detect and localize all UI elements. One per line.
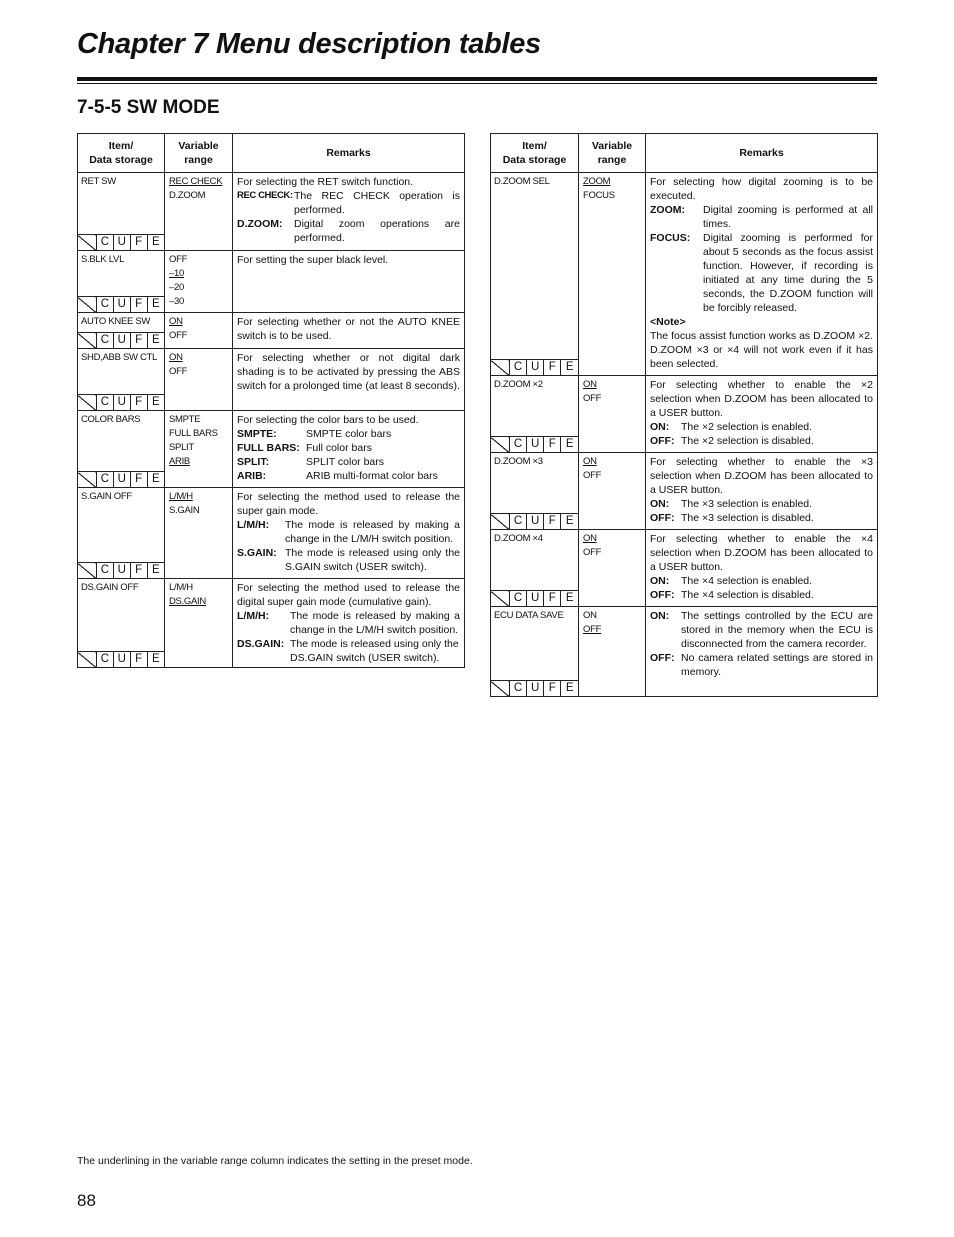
remarks-cell: For selecting whether to enable the ×4 selection when D.ZOOM has been allocated to a USER button. ON: The ×4 selection is enabled. OFF: The ×4 selection is disabled. [646, 530, 878, 607]
range-option: L/M/H [169, 582, 193, 593]
item-cell [78, 251, 165, 313]
range-option-preset: ON [583, 379, 597, 390]
range-option: OFF [583, 470, 602, 481]
range-option: FULL BARS [169, 428, 218, 439]
range-option-preset: OFF [583, 624, 602, 635]
range-option-preset: ON [583, 456, 597, 467]
item-cell [78, 411, 165, 488]
header-remarks: Remarks [233, 134, 465, 173]
item-name: COLOR BARS [81, 414, 141, 425]
cufe-flags: C U F E [491, 513, 578, 529]
remarks-cell: For selecting the method used to release the digital super gain mode (cumulative gain). L/M/H: The mode is released by making a change in the L/M/H switch position. DS.GAIN: The mode is released using only the DS.GAIN switch (USER switch). [233, 579, 465, 668]
range-cell [579, 607, 646, 697]
range-option: OFF [169, 366, 188, 377]
range-option-preset: ZOOM [583, 176, 611, 187]
cufe-flags: C U F E [78, 651, 164, 667]
range-option: OFF [583, 393, 602, 404]
range-cell [165, 251, 233, 313]
remarks-cell: For setting the super black level. [233, 251, 465, 313]
table-row [78, 579, 465, 668]
item-cell [78, 173, 165, 251]
table-row [78, 349, 465, 411]
table-header-row [491, 134, 878, 173]
range-option: ON [583, 610, 597, 621]
item-name: DS.GAIN OFF [81, 582, 139, 593]
cufe-flags: C U F E [78, 562, 164, 578]
cufe-flags: C U F E [491, 359, 578, 375]
range-option-preset: ON [583, 533, 597, 544]
range-option: SMPTE [169, 414, 201, 425]
range-cell [579, 376, 646, 453]
range-option-preset: ARIB [169, 456, 190, 467]
item-name: D.ZOOM SEL [494, 176, 550, 187]
table-row [78, 173, 465, 251]
item-cell [78, 579, 165, 668]
table-row [78, 251, 465, 313]
range-option-preset: ON [169, 316, 183, 327]
item-cell [491, 607, 579, 697]
table-row [78, 411, 465, 488]
item-cell [491, 530, 579, 607]
item-name: D.ZOOM ×2 [494, 379, 543, 390]
range-cell [165, 488, 233, 579]
range-cell [165, 173, 233, 251]
cufe-flags: C U F E [491, 436, 578, 452]
item-name: RET SW [81, 176, 116, 187]
remarks-cell: For selecting whether or not digital dark shading is to be activated by pressing the ABS switch for a prolonged time (at least 8 seconds). [233, 349, 465, 411]
range-option: –20 [169, 282, 184, 293]
range-option: OFF [169, 330, 188, 341]
header-remarks: Remarks [646, 134, 878, 173]
range-cell [165, 411, 233, 488]
table-row [491, 607, 878, 697]
cufe-flags: C U F E [491, 680, 578, 696]
item-cell [78, 349, 165, 411]
range-option: FOCUS [583, 190, 615, 201]
item-name: S.BLK LVL [81, 254, 125, 265]
item-name: AUTO KNEE SW [81, 316, 151, 327]
cufe-flags: C U F E [78, 296, 164, 312]
footnote: The underlining in the variable range column indicates the setting in the preset mode. [77, 1155, 473, 1167]
range-cell [579, 530, 646, 607]
range-option: D.ZOOM [169, 190, 206, 201]
remarks-cell: For selecting how digital zooming is to be executed. ZOOM: Digital zooming is performed at all times. FOCUS: Digital zooming is performed for about 5 seconds as the focus assist function. However, if recording is initiated at any time during the 5 seconds, the D.ZOOM function will be forcibly released. <Note> The focus assist function works as D.ZOOM ×2. D.ZOOM ×3 or ×4 will not work even if it has been selected. [646, 173, 878, 376]
section-title: 7-5-5 SW MODE [77, 97, 220, 118]
remarks-cell: For selecting the method used to release the super gain mode. L/M/H: The mode is released by making a change in the L/M/H switch position. S.GAIN: The mode is released using only the S.GAIN switch (USER switch). [233, 488, 465, 579]
remarks-cell: ON: The settings controlled by the ECU are stored in the memory when the ECU is disconnected from the camera recorder. OFF: No camera related settings are stored in memory. [646, 607, 878, 697]
cufe-flags: C U F E [78, 332, 164, 348]
menu-table-left [77, 133, 465, 668]
table-header-row [78, 134, 465, 173]
range-option-preset: ON [169, 352, 183, 363]
cufe-flags: C U F E [78, 471, 164, 487]
header-item: Item/ Data storage [78, 134, 165, 173]
page-number: 88 [77, 1191, 96, 1210]
remarks-cell: For selecting whether to enable the ×3 selection when D.ZOOM has been allocated to a USER button. ON: The ×3 selection is enabled. OFF: The ×3 selection is disabled. [646, 453, 878, 530]
item-cell [78, 313, 165, 349]
title-rule-thick [77, 77, 877, 81]
remarks-cell: For selecting the color bars to be used. SMPTE: SMPTE color bars FULL BARS: Full color bars SPLIT: SPLIT color bars ARIB: ARIB multi-format color bars [233, 411, 465, 488]
item-cell [78, 488, 165, 579]
header-item: Item/ Data storage [491, 134, 579, 173]
table-row [491, 530, 878, 607]
header-range: Variable range [579, 134, 646, 173]
item-name: D.ZOOM ×4 [494, 533, 543, 544]
remarks-cell: For selecting the RET switch function. REC CHECK: The REC CHECK operation is performed. D.ZOOM: Digital zoom operations are performed. [233, 173, 465, 251]
item-name: D.ZOOM ×3 [494, 456, 543, 467]
range-cell [165, 579, 233, 668]
cufe-flags: C U F E [491, 590, 578, 606]
remarks-cell: For selecting whether or not the AUTO KNEE switch is to be used. [233, 313, 465, 349]
range-option: –30 [169, 296, 184, 307]
item-name: S.GAIN OFF [81, 491, 132, 502]
item-name: ECU DATA SAVE [494, 610, 564, 621]
table-row [78, 313, 465, 349]
range-option-preset: –10 [169, 268, 184, 279]
range-option-preset: L/M/H [169, 491, 193, 502]
range-option: OFF [583, 547, 602, 558]
remarks-cell: For selecting whether to enable the ×2 selection when D.ZOOM has been allocated to a USER button. ON: The ×2 selection is enabled. OFF: The ×2 selection is disabled. [646, 376, 878, 453]
table-row [78, 488, 465, 579]
note-text: The focus assist function works as D.ZOOM ×2. D.ZOOM ×3 or ×4 will not work even if it has been selected. [650, 330, 873, 370]
note-heading: <Note> [650, 316, 686, 328]
range-cell [579, 173, 646, 376]
header-range: Variable range [165, 134, 233, 173]
item-cell [491, 376, 579, 453]
cufe-flags: C U F E [78, 394, 164, 410]
table-row [491, 376, 878, 453]
table-row [491, 173, 878, 376]
item-name: SHD,ABB SW CTL [81, 352, 158, 363]
cufe-flags: C U F E [78, 234, 164, 250]
range-cell [165, 349, 233, 411]
title-rule-thin [77, 83, 877, 84]
chapter-title: Chapter 7 Menu description tables [77, 28, 541, 60]
range-option: SPLIT [169, 442, 194, 453]
table-row [491, 453, 878, 530]
range-cell [579, 453, 646, 530]
range-option-preset: REC CHECK [169, 176, 223, 187]
item-cell [491, 173, 579, 376]
range-option: S.GAIN [169, 505, 200, 516]
range-option-preset: DS.GAIN [169, 596, 206, 607]
menu-table-right [490, 133, 878, 697]
item-cell [491, 453, 579, 530]
range-cell [165, 313, 233, 349]
range-option: OFF [169, 254, 188, 265]
